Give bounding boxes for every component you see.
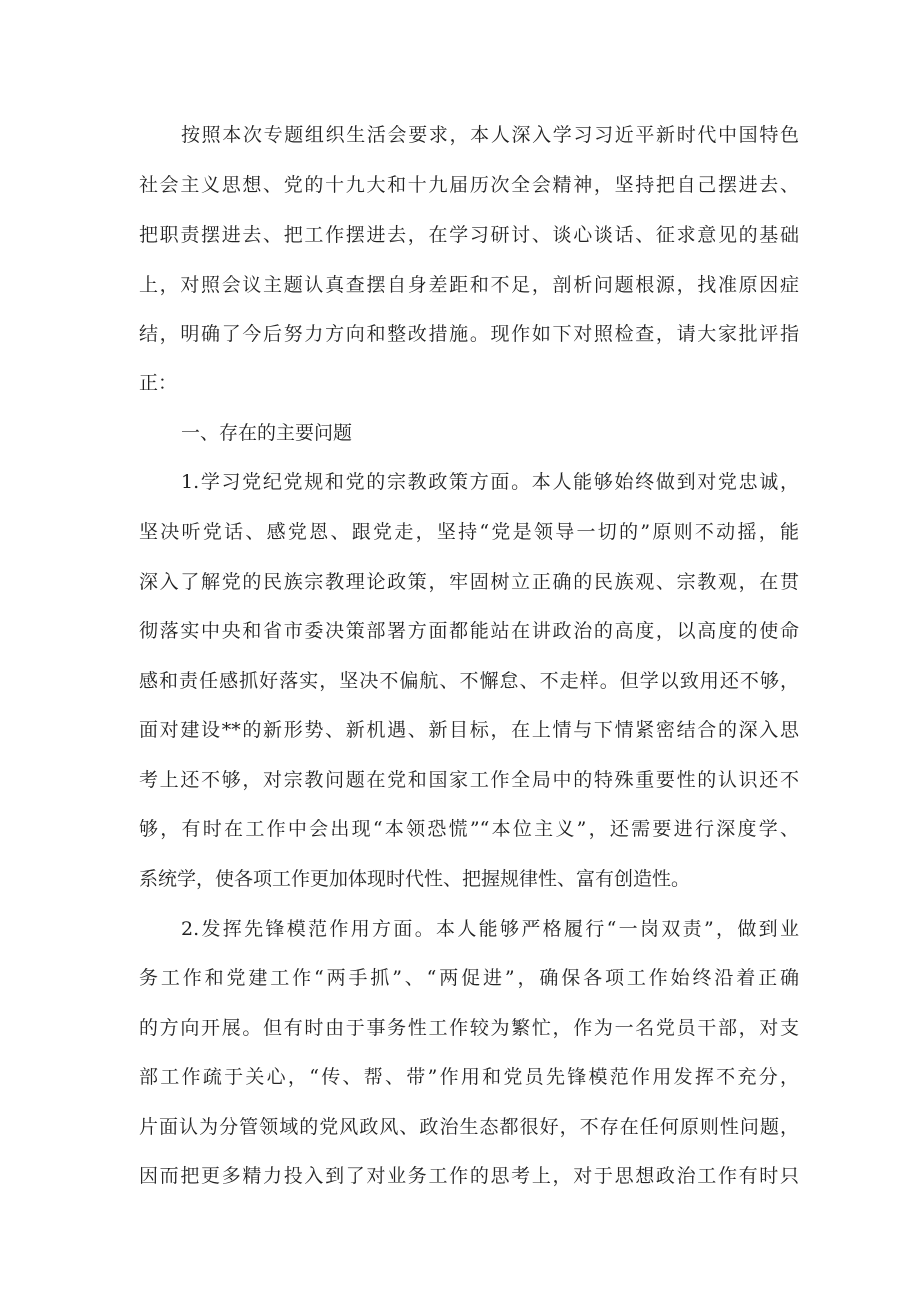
paragraph-3-line-6: 因而把更多精力投入到了对业务工作的思考上，对于思想政治工作有时只 — [139, 1165, 799, 1187]
paragraph-2-line-9: 系统学，使各项工作更加体现时代性、把握规律性、富有创造性。 — [139, 868, 691, 890]
paragraph-2-line-6: 面对建设**的新形势、新机遇、新目标，在上情与下情紧密结合的深入思 — [139, 719, 799, 741]
paragraph-2-line-1: 1.学习党纪党规和党的宗教政策方面。本人能够始终做到对党忠诚， — [181, 471, 799, 493]
paragraph-3-line-5: 片面认为分管领域的党风政风、政治生态都很好，不存在任何原则性问题， — [139, 1116, 799, 1138]
paragraph-2-line-8: 够，有时在工作中会出现“本领恐慌”“本位主义”，还需要进行深度学、 — [139, 818, 799, 840]
paragraph-3-line-2: 务工作和党建工作“两手抓”、“两促进”，确保各项工作始终沿着正确 — [139, 967, 799, 989]
paragraph-1-line-1: 按照本次专题组织生活会要求，本人深入学习习近平新时代中国特色 — [181, 124, 799, 146]
paragraph-3-line-4: 部工作疏于关心，“传、帮、带”作用和党员先锋模范作用发挥不充分， — [139, 1066, 799, 1088]
section-heading: 一、存在的主要问题 — [181, 422, 353, 444]
paragraph-1-line-4: 上，对照会议主题认真查摆自身差距和不足，剖析问题根源，找准原因症 — [139, 274, 799, 296]
paragraph-2-line-2: 坚决听党话、感党恩、跟党走，坚持“党是领导一切的”原则不动摇，能 — [139, 521, 799, 543]
paragraph-3-line-3: 的方向开展。但有时由于事务性工作较为繁忙，作为一名党员干部，对支 — [139, 1017, 799, 1039]
paragraph-1-line-2: 社会主义思想、党的十九大和十九届历次全会精神，坚持把自己摆进去、 — [139, 174, 799, 196]
paragraph-2-line-5: 感和责任感抓好落实，坚决不偏航、不懈怠、不走样。但学以致用还不够， — [139, 670, 799, 692]
paragraph-2-line-3: 深入了解党的民族宗教理论政策，牢固树立正确的民族观、宗教观，在贯 — [139, 571, 799, 593]
paragraph-3-line-1: 2.发挥先锋模范作用方面。本人能够严格履行“一岗双责”，做到业 — [181, 918, 799, 940]
paragraph-1-line-6: 正： — [139, 372, 178, 394]
paragraph-1-line-3: 把职责摆进去、把工作摆进去，在学习研讨、谈心谈话、征求意见的基础 — [139, 224, 799, 246]
paragraph-1-line-5: 结，明确了今后努力方向和整改措施。现作如下对照检查，请大家批评指 — [139, 323, 799, 345]
paragraph-2-line-7: 考上还不够，对宗教问题在党和国家工作全局中的特殊重要性的认识还不 — [139, 769, 799, 791]
paragraph-2-line-4: 彻落实中央和省市委决策部署方面都能站在讲政治的高度，以高度的使命 — [139, 620, 799, 642]
